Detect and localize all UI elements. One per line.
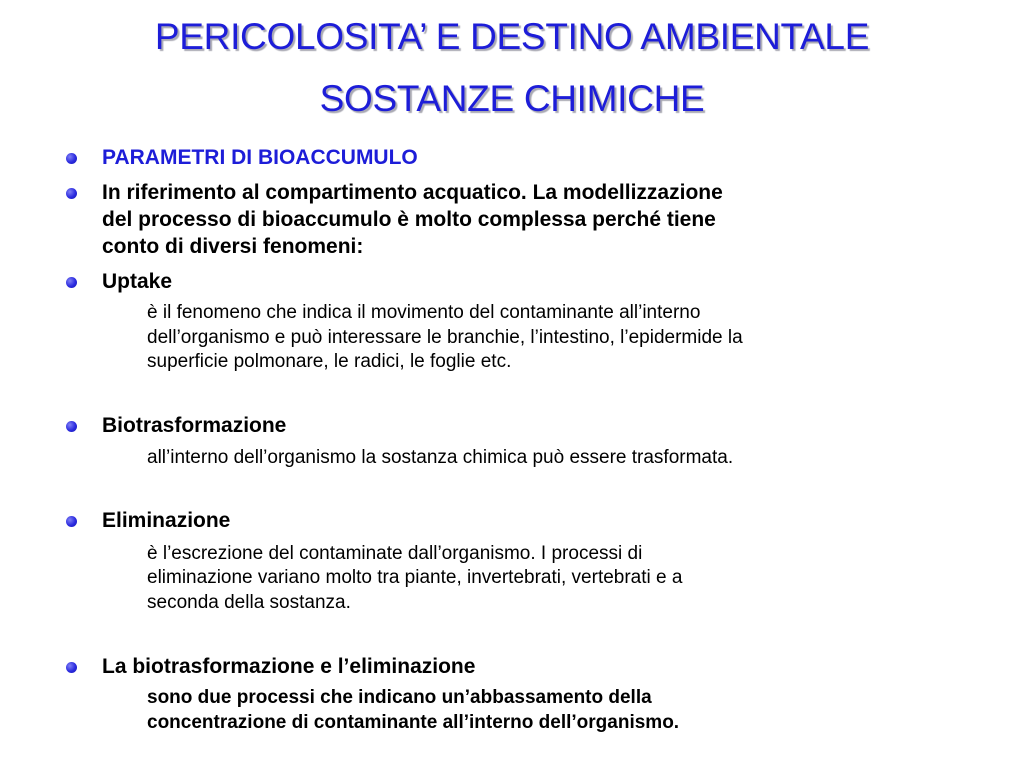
detail-line: eliminazione variano molto tra piante, invertebrati, vertebrati e a xyxy=(147,567,683,588)
detail-line: dell’organismo e può interessare le branchie, l’intestino, l’epidermide la xyxy=(147,327,743,348)
bullet-dot-icon xyxy=(66,421,77,432)
detail-line: è l’escrezione del contaminate dall’organismo. I processi di xyxy=(147,543,643,564)
bullet-line: In riferimento al compartimento acquatico. La modellizzazione xyxy=(102,181,723,204)
bullet-heading: Eliminazione xyxy=(102,509,231,532)
detail-line: è il fenomeno che indica il movimento del contaminante all’interno xyxy=(147,302,701,323)
detail-line: superficie polmonare, le radici, le foglie etc. xyxy=(147,351,512,372)
detail-line: sono due processi che indicano un’abbassamento della xyxy=(147,687,652,708)
bullet-dot-icon xyxy=(66,662,77,673)
bullet-dot-icon xyxy=(66,153,77,164)
title-line-2: SOSTANZE CHIMICHE xyxy=(319,78,705,119)
bullet-dot-icon xyxy=(66,188,77,199)
bullet-dot-icon xyxy=(66,277,77,288)
bullet-dot-icon xyxy=(66,516,77,527)
title-line-1: PERICOLOSITA’ E DESTINO AMBIENTALE xyxy=(154,16,870,57)
detail-line: all’interno dell’organismo la sostanza chimica può essere trasformata. xyxy=(147,447,734,468)
bullet-heading: Biotrasformazione xyxy=(102,414,287,437)
detail-line: concentrazione di contaminante all’interno dell’organismo. xyxy=(147,712,680,733)
bullet-heading: PARAMETRI DI BIOACCUMULO xyxy=(102,146,418,169)
bullet-heading: Uptake xyxy=(102,270,173,293)
bullet-line: conto di diversi fenomeni: xyxy=(102,235,364,258)
bullet-heading: La biotrasformazione e l’eliminazione xyxy=(102,655,476,678)
bullet-line: del processo di bioaccumulo è molto complessa perché tiene xyxy=(102,208,716,231)
detail-line: seconda della sostanza. xyxy=(147,592,351,613)
